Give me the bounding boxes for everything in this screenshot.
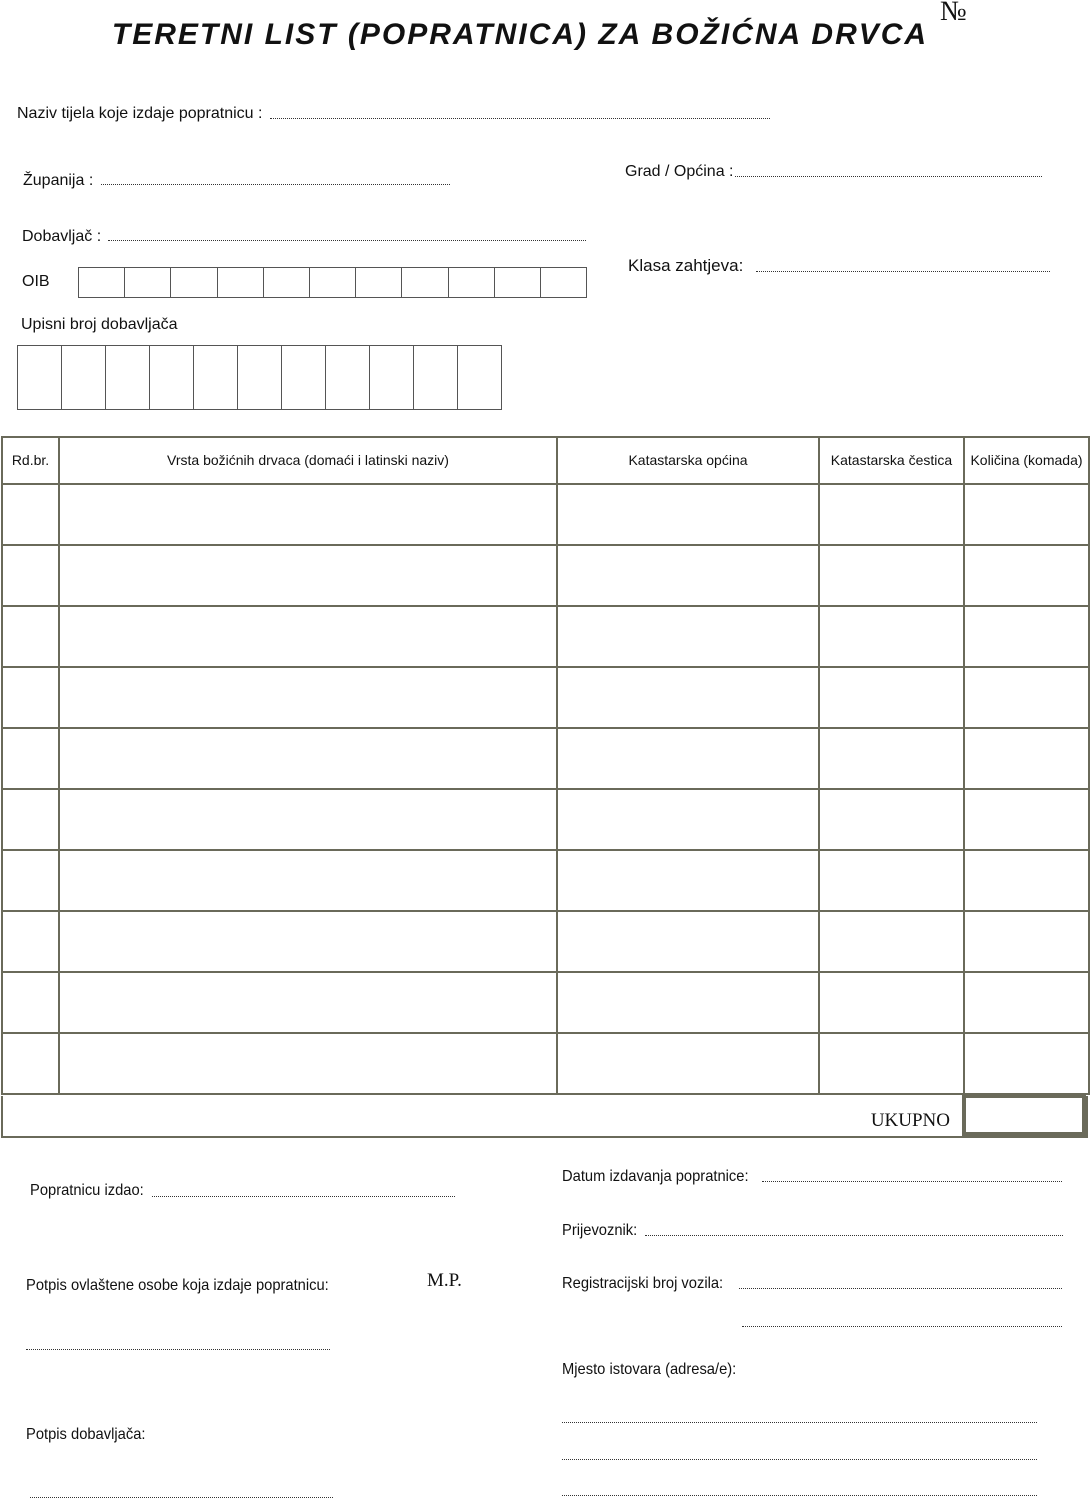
table-cell[interactable]: [2, 789, 59, 850]
request-class-label: Klasa zahtjeva:: [628, 256, 744, 275]
table-row: [2, 728, 1089, 789]
table-row: [2, 972, 1089, 1033]
register-digit-box[interactable]: [238, 346, 282, 409]
number-sign: №: [940, 0, 967, 27]
oib-digit-box[interactable]: [356, 268, 402, 297]
table-cell[interactable]: [557, 484, 819, 545]
table-row: [2, 789, 1089, 850]
issue-date-label: Datum izdavanja popratnice:: [562, 1168, 749, 1185]
oib-digit-box[interactable]: [495, 268, 541, 297]
table-cell[interactable]: [819, 972, 964, 1033]
register-digit-box[interactable]: [18, 346, 62, 409]
vehicle-registration-field[interactable]: [739, 1288, 1062, 1289]
register-digit-box[interactable]: [370, 346, 414, 409]
table-cell[interactable]: [2, 972, 59, 1033]
table-row: [2, 911, 1089, 972]
column-header-row-number: Rd.br.: [2, 437, 59, 484]
table-cell[interactable]: [964, 667, 1089, 728]
table-cell[interactable]: [557, 728, 819, 789]
register-digit-box[interactable]: [150, 346, 194, 409]
oib-digit-box[interactable]: [310, 268, 356, 297]
column-header-cadastral-parcel: Katastarska čestica: [819, 437, 964, 484]
register-number-boxes[interactable]: [17, 345, 502, 410]
table-cell[interactable]: [819, 789, 964, 850]
oib-digit-box[interactable]: [218, 268, 264, 297]
table-cell[interactable]: [2, 484, 59, 545]
table-cell[interactable]: [557, 789, 819, 850]
table-cell[interactable]: [964, 606, 1089, 667]
request-class-field[interactable]: [756, 271, 1050, 272]
table-row: [2, 484, 1089, 545]
total-quantity-box[interactable]: [962, 1094, 1086, 1136]
table-cell[interactable]: [964, 972, 1089, 1033]
issuer-field[interactable]: [270, 118, 770, 119]
table-cell[interactable]: [59, 545, 557, 606]
table-cell[interactable]: [2, 545, 59, 606]
table-cell[interactable]: [819, 484, 964, 545]
issued-by-label: Popratnicu izdao:: [30, 1182, 144, 1199]
table-cell[interactable]: [59, 789, 557, 850]
stamp-label: M.P.: [427, 1270, 462, 1291]
issued-by-field[interactable]: [152, 1196, 455, 1197]
oib-digit-box[interactable]: [79, 268, 125, 297]
supplier-signature-field[interactable]: [30, 1497, 333, 1498]
issuer-label: Naziv tijela koje izdaje popratnicu :: [17, 105, 263, 122]
table-cell[interactable]: [59, 911, 557, 972]
table-row: [2, 850, 1089, 911]
city-label: Grad / Općina :: [625, 163, 734, 180]
form-title: TERETNI LIST (POPRATNICA) ZA BOŽIĆNA DRVCA: [111, 18, 929, 51]
table-cell[interactable]: [59, 728, 557, 789]
oib-label: OIB: [22, 273, 50, 290]
table-cell[interactable]: [964, 850, 1089, 911]
table-cell[interactable]: [964, 545, 1089, 606]
register-digit-box[interactable]: [106, 346, 150, 409]
table-cell[interactable]: [819, 850, 964, 911]
table-cell[interactable]: [2, 850, 59, 911]
table-cell[interactable]: [557, 850, 819, 911]
table-cell[interactable]: [964, 1033, 1089, 1094]
authorized-signature-label: Potpis ovlaštene osobe koja izdaje popratnicu:: [26, 1277, 329, 1294]
unloading-place-label: Mjesto istovara (adresa/e):: [562, 1361, 737, 1378]
table-cell[interactable]: [557, 606, 819, 667]
supplier-signature-label: Potpis dobavljača:: [26, 1426, 146, 1443]
issue-date-field[interactable]: [762, 1181, 1062, 1182]
unloading-place-field-3[interactable]: [562, 1495, 1037, 1496]
table-header-row: [2, 437, 1089, 484]
oib-digit-box[interactable]: [402, 268, 448, 297]
column-header-tree-species: Vrsta božićnih drvaca (domaći i latinski naziv): [59, 437, 557, 484]
column-header-cadastral-municipality: Katastarska općina: [557, 437, 819, 484]
county-label: Županija :: [23, 172, 94, 189]
table-cell[interactable]: [964, 728, 1089, 789]
total-label: UKUPNO: [870, 1110, 950, 1131]
oib-digit-box[interactable]: [125, 268, 171, 297]
oib-digit-box[interactable]: [449, 268, 495, 297]
vehicle-registration-field-2[interactable]: [742, 1326, 1062, 1327]
register-digit-box[interactable]: [326, 346, 370, 409]
table-cell[interactable]: [964, 484, 1089, 545]
table-cell[interactable]: [964, 911, 1089, 972]
oib-digit-box[interactable]: [171, 268, 217, 297]
vehicle-registration-label: Registracijski broj vozila:: [562, 1275, 724, 1292]
oib-digit-box[interactable]: [541, 268, 586, 297]
register-digit-box[interactable]: [62, 346, 106, 409]
oib-digit-box[interactable]: [264, 268, 310, 297]
table-cell[interactable]: [2, 606, 59, 667]
unloading-place-field-2[interactable]: [562, 1459, 1037, 1460]
table-cell[interactable]: [819, 911, 964, 972]
table-cell[interactable]: [2, 1033, 59, 1094]
table-cell[interactable]: [59, 850, 557, 911]
table-cell[interactable]: [557, 667, 819, 728]
table-cell[interactable]: [2, 667, 59, 728]
table-cell[interactable]: [557, 545, 819, 606]
table-cell[interactable]: [557, 911, 819, 972]
unloading-place-field-1[interactable]: [562, 1422, 1037, 1423]
table-cell[interactable]: [2, 728, 59, 789]
table-cell[interactable]: [59, 667, 557, 728]
table-row: [2, 1033, 1089, 1094]
register-digit-box[interactable]: [282, 346, 326, 409]
authorized-signature-field[interactable]: [26, 1349, 330, 1350]
table-cell[interactable]: [557, 972, 819, 1033]
table-row: [2, 667, 1089, 728]
register-digit-box[interactable]: [414, 346, 458, 409]
county-field[interactable]: [101, 184, 450, 185]
table-row: [2, 545, 1089, 606]
city-field[interactable]: [735, 176, 1042, 177]
carrier-label: Prijevoznik:: [562, 1222, 638, 1239]
supplier-label: Dobavljač :: [22, 228, 102, 245]
column-header-quantity: Količina (komada): [964, 437, 1089, 484]
table-cell[interactable]: [59, 606, 557, 667]
table-row: [2, 606, 1089, 667]
register-digit-box[interactable]: [458, 346, 501, 409]
table-cell[interactable]: [59, 484, 557, 545]
table-cell[interactable]: [557, 1033, 819, 1094]
table-cell[interactable]: [819, 545, 964, 606]
table-cell[interactable]: [59, 1033, 557, 1094]
table-cell[interactable]: [2, 911, 59, 972]
items-table: [1, 436, 1090, 1095]
table-cell[interactable]: [819, 1033, 964, 1094]
table-cell[interactable]: [59, 972, 557, 1033]
total-row: [1, 1096, 1088, 1138]
table-cell[interactable]: [819, 728, 964, 789]
table-cell[interactable]: [819, 606, 964, 667]
register-digit-box[interactable]: [194, 346, 238, 409]
oib-boxes[interactable]: [78, 267, 587, 298]
supplier-field[interactable]: [108, 240, 586, 241]
carrier-field[interactable]: [645, 1235, 1063, 1236]
table-cell[interactable]: [819, 667, 964, 728]
table-cell[interactable]: [964, 789, 1089, 850]
register-number-label: Upisni broj dobavljača: [21, 316, 178, 333]
